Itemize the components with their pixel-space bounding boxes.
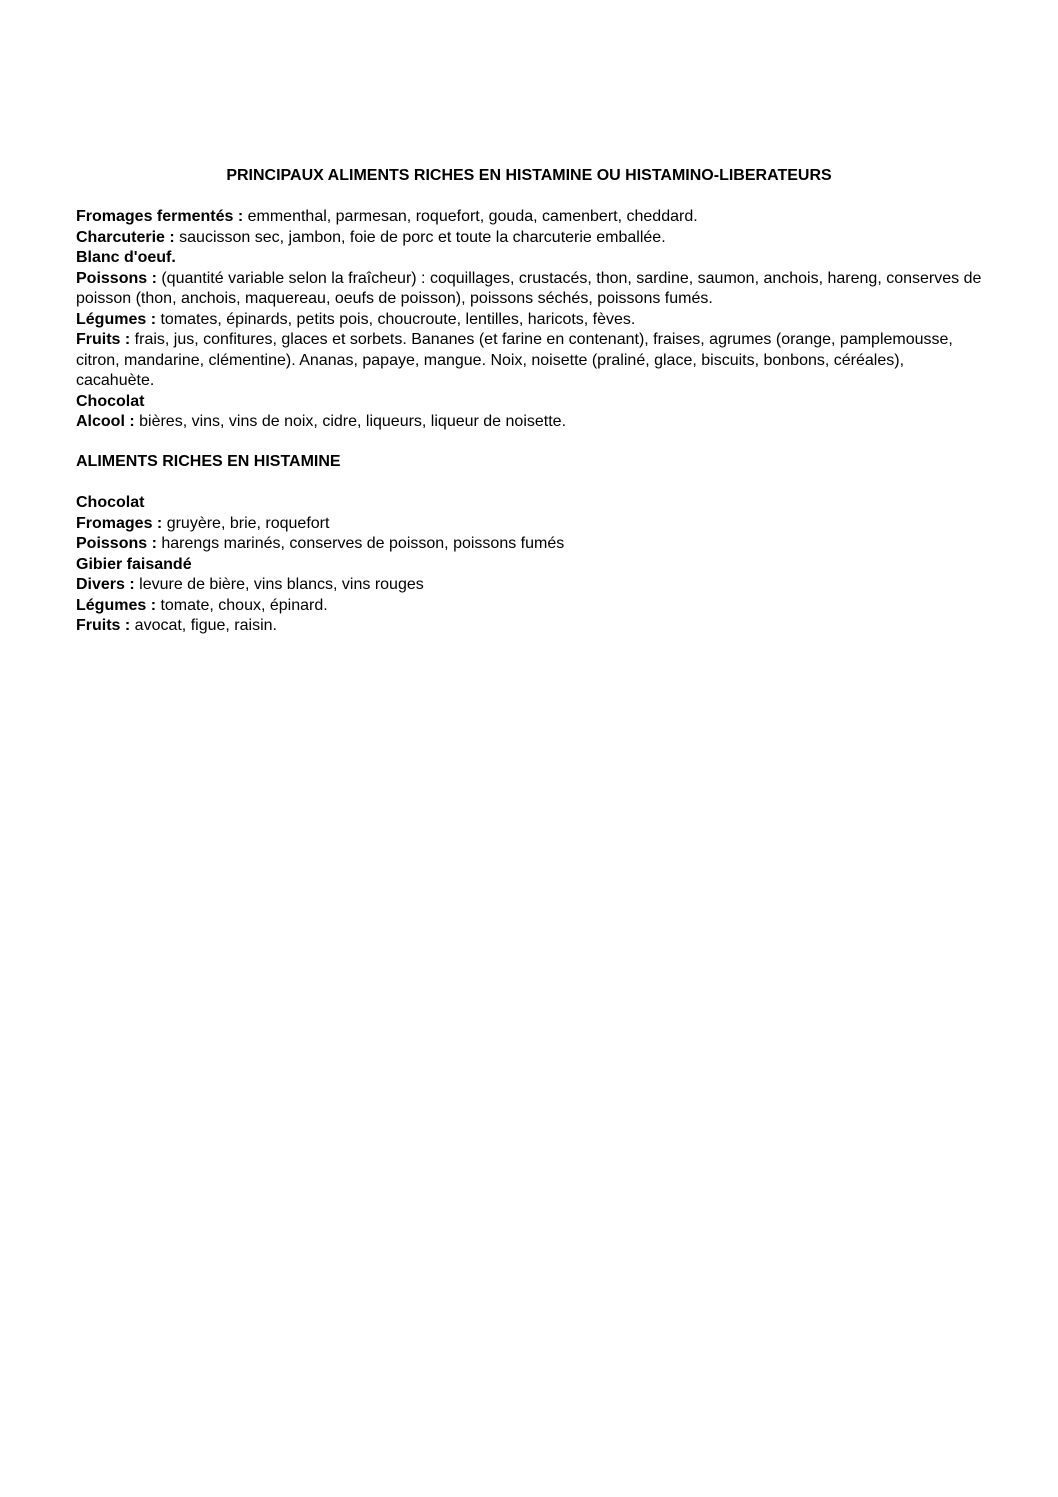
entry-label: Fruits : [76, 331, 131, 348]
entry-fruits [76, 330, 986, 392]
entry-divers [76, 575, 986, 596]
entry-text: tomates, épinards, petits pois, choucroute, lentilles, haricots, fèves. [156, 310, 636, 328]
entry-label: Divers : [76, 576, 135, 593]
entry-charcuterie [76, 228, 986, 249]
entry-chocolat [76, 392, 986, 413]
entry-alcool [76, 412, 986, 433]
entry-label: Chocolat [76, 494, 145, 511]
entry-text: bières, vins, vins de noix, cidre, liqueurs, liqueur de noisette. [134, 413, 567, 430]
document-title: PRINCIPAUX ALIMENTS RICHES EN HISTAMINE OU HISTAMINO-LIBERATEURS [226, 167, 832, 184]
entry-text: saucisson sec, jambon, foie de porc et toute la charcuterie emballée. [174, 228, 666, 246]
entry-label: Fruits : [76, 617, 131, 634]
entry-label: Gibier faisandé [76, 555, 192, 573]
entry-label: Légumes : [76, 310, 157, 328]
entry-label: Blanc d'oeuf. [76, 249, 176, 266]
entry-text: emmenthal, parmesan, roquefort, gouda, camenbert, cheddard. [243, 208, 698, 225]
entry-legumes [76, 310, 986, 331]
entry-label: Chocolat [76, 392, 145, 410]
section-heading: ALIMENTS RICHES EN HISTAMINE [76, 453, 341, 470]
entry-chocolat [76, 493, 986, 514]
entry-text: (quantité variable selon la fraîcheur) : coquillages, crustacés, thon, sardine, saumon, anchois, hareng, conserves de poisson (thon, anchois, maquereau, oeufs de poisson), poissons séchés, poissons fumés. [76, 269, 982, 307]
section-histamine-liberators [76, 207, 986, 433]
entry-label: Légumes : [76, 596, 157, 614]
entry-text: avocat, figue, raisin. [130, 617, 277, 634]
entry-text: frais, jus, confitures, glaces et sorbets. Bananes (et farine en contenant), fraises, agrumes (orange, pamplemousse, citron, mandarine, clémentine). Ananas, papaye, mangue. Noix, noisette (praliné, glace, biscuits, bonbons, céréales), cacahuète. [76, 331, 953, 389]
entry-label: Alcool : [76, 413, 135, 430]
entry-gibier [76, 555, 986, 576]
entry-label: Charcuterie : [76, 228, 175, 246]
entry-text: tomate, choux, épinard. [156, 596, 328, 614]
entry-label: Poissons : [76, 535, 157, 552]
entry-label: Fromages : [76, 514, 163, 532]
entry-label: Fromages fermentés : [76, 208, 244, 225]
entry-text: harengs marinés, conserves de poisson, poissons fumés [156, 535, 565, 552]
entry-poissons [76, 269, 986, 310]
entry-legumes [76, 596, 986, 617]
entry-label: Poissons : [76, 269, 157, 287]
entry-poissons [76, 534, 986, 555]
section-histamine-rich [76, 493, 986, 637]
entry-fromages-fermentes [76, 207, 986, 228]
entry-blanc-oeuf [76, 248, 986, 269]
entry-text: gruyère, brie, roquefort [162, 514, 330, 532]
entry-fromages [76, 514, 986, 535]
entry-fruits [76, 616, 986, 637]
entry-text: levure de bière, vins blancs, vins rouges [134, 576, 424, 593]
